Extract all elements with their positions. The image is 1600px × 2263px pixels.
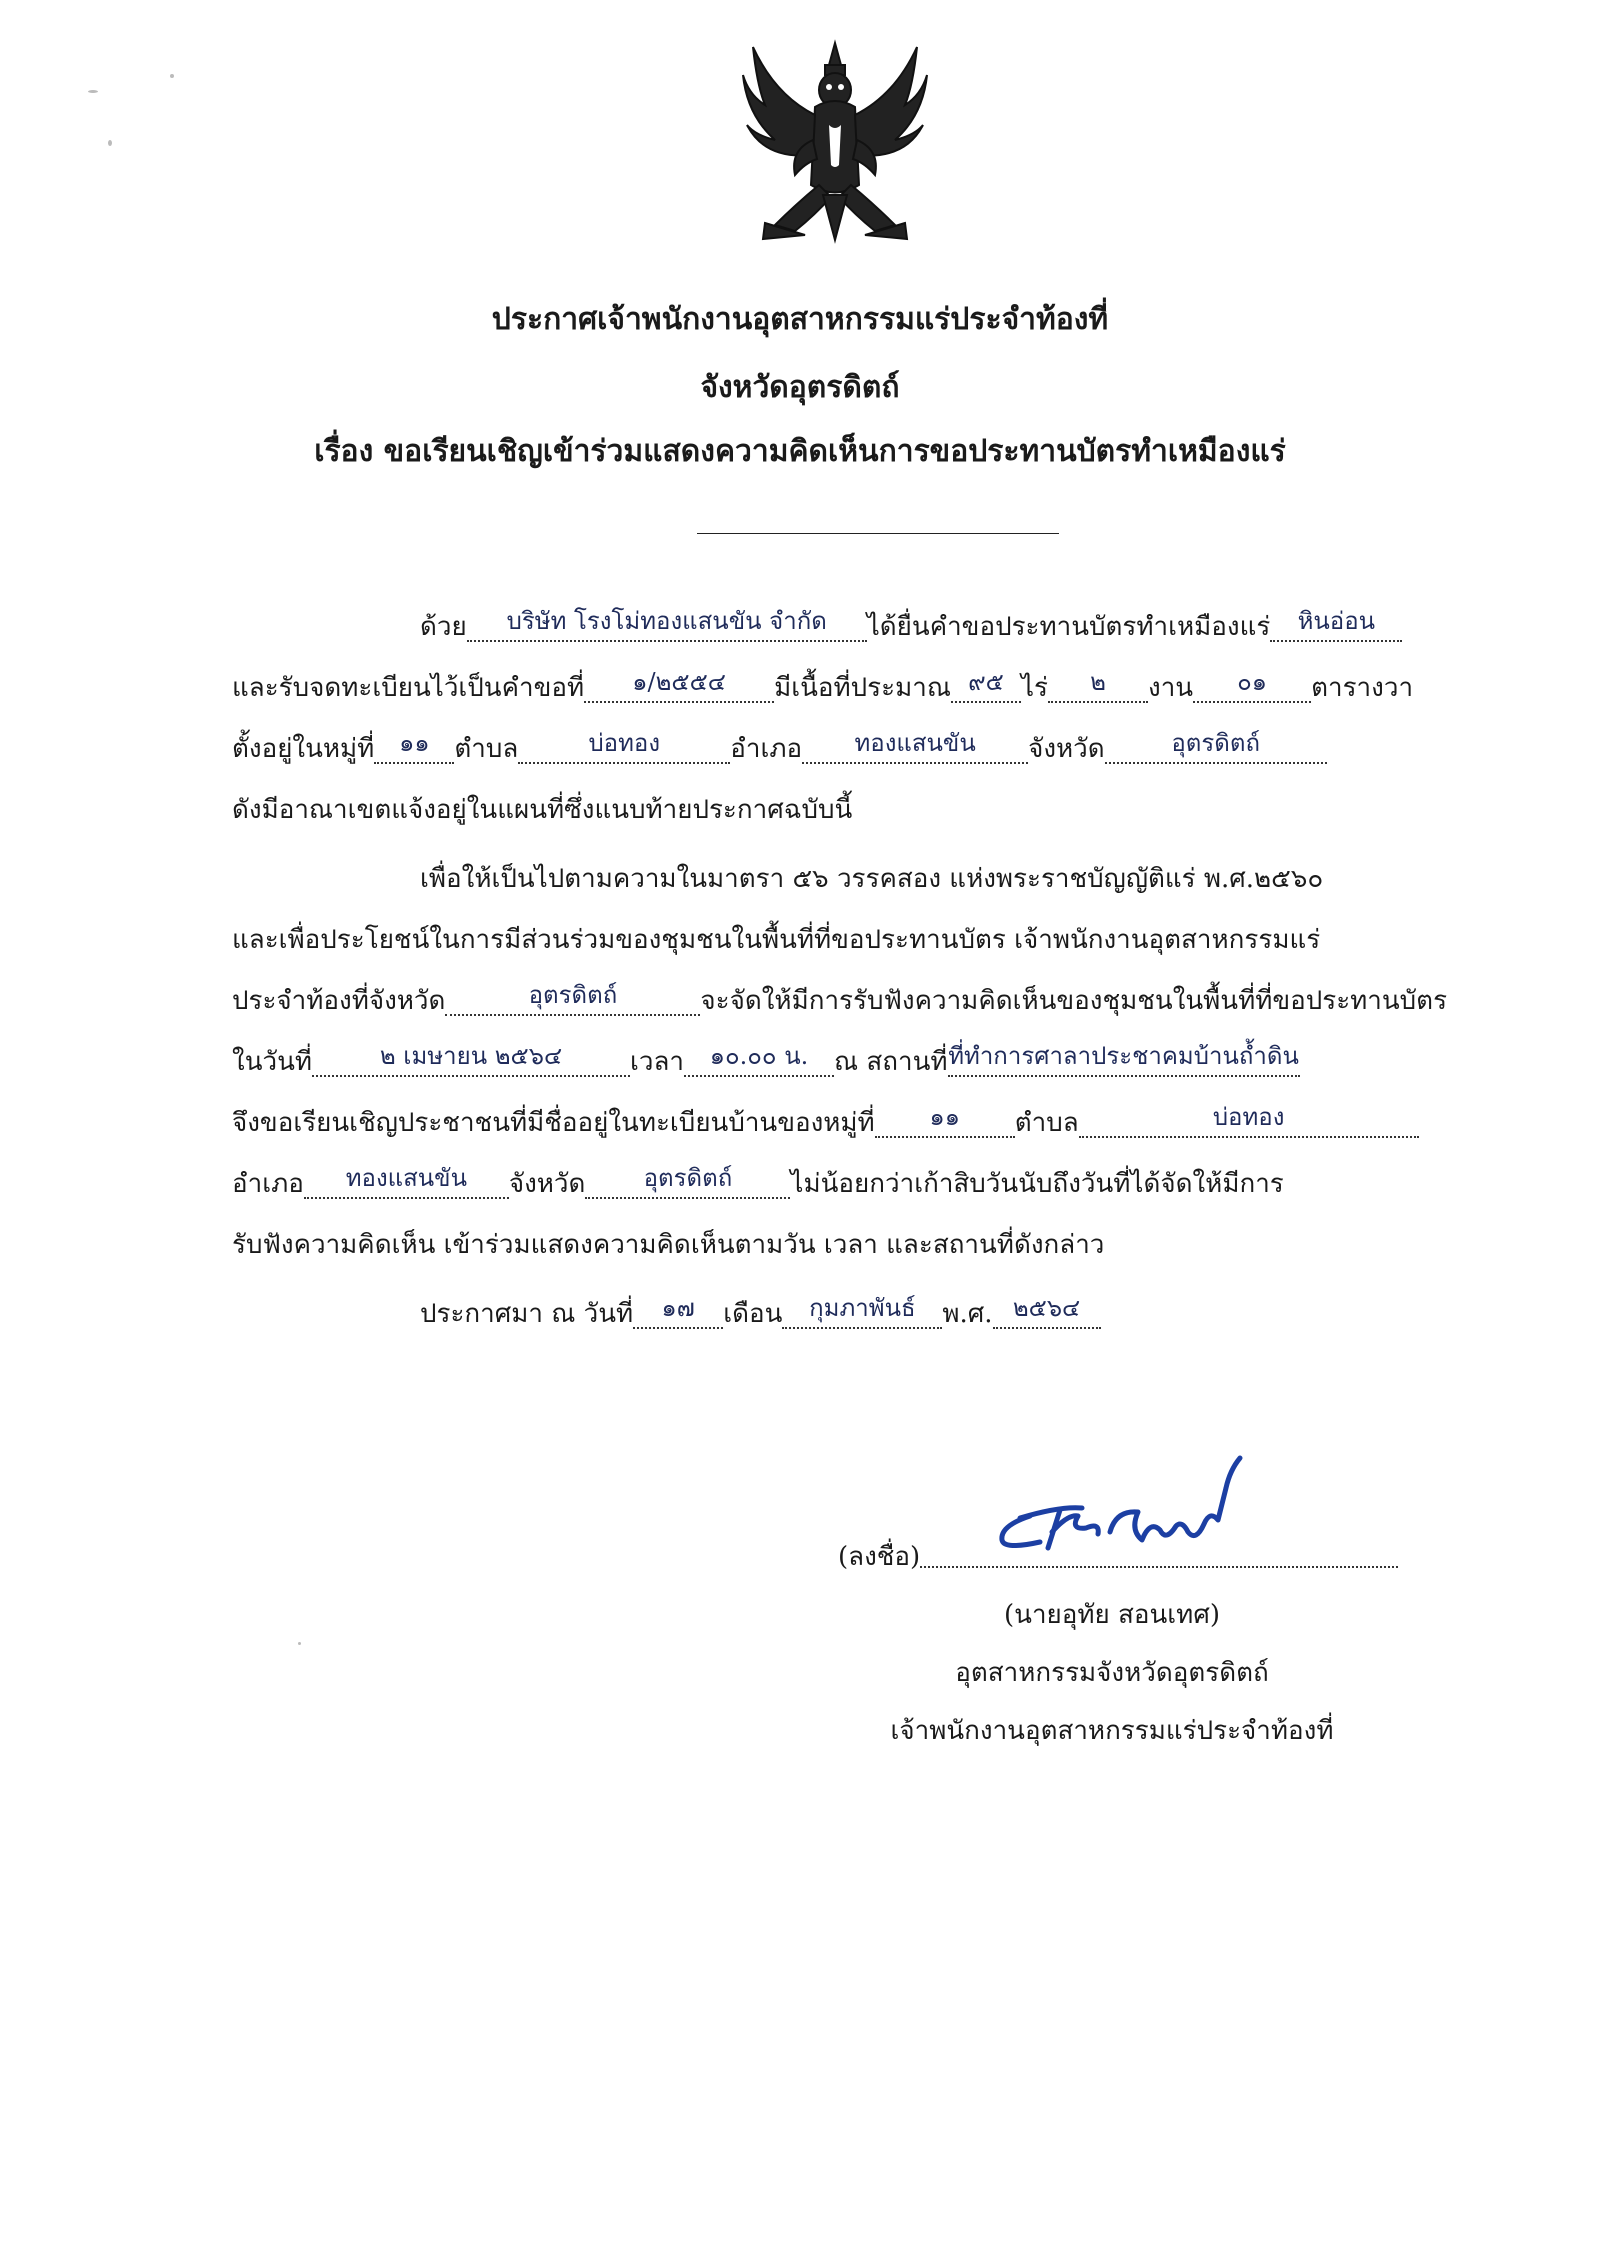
para2-line-4 (232, 1041, 1462, 1082)
field-province: อุตรดิตถ์ (445, 988, 700, 1016)
label-province: ประจำท้องที่จังหวัด (232, 986, 446, 1016)
para1-line-1 (420, 606, 1462, 647)
field-hearing-time: ๑๐.๐๐ น. (684, 1049, 834, 1077)
label-ninety-days: ไม่น้อยกว่าเก้าสิบวันนับถึงวันที่ได้จัดให้มีการ (790, 1169, 1284, 1199)
signer-name: (นายอุทัย สอนเทศ) (1004, 1600, 1220, 1630)
field-month: กุมภาพันธ์ (782, 1301, 942, 1329)
title-divider (697, 533, 1059, 534)
scan-speck (88, 90, 98, 93)
signer-position-1: อุตสาหกรรมจังหวัดอุตรดิตถ์ (955, 1658, 1269, 1688)
label-changwat: จังหวัด (1028, 734, 1105, 764)
field-moo: ๑๑ (374, 736, 454, 764)
field-hearing-date: ๒ เมษายน ๒๕๖๔ (312, 1049, 630, 1077)
label-month: เดือน (723, 1299, 783, 1329)
field-tambon-2: บ่อทอง (1079, 1110, 1419, 1138)
field-changwat: อุตรดิตถ์ (1105, 736, 1327, 764)
para2-line-7: รับฟังความคิดเห็น เข้าร่วมแสดงความคิดเห็นตามวัน เวลา และสถานที่ดังกล่าว (232, 1230, 1105, 1260)
para1-line-3 (232, 728, 1462, 769)
label-wa: ตารางวา (1311, 673, 1414, 703)
subject-line: เรื่อง ขอเรียนเชิญเข้าร่วมแสดงความคิดเห็นการขอประทานบัตรทำเหมืองแร่ (314, 434, 1286, 469)
para2-line-2: และเพื่อประโยชน์ในการมีส่วนร่วมของชุมชนในพื้นที่ที่ขอประทานบัตร เจ้าพนักงานอุตสาหกรรมแร่ (232, 925, 1321, 955)
signature-dotted-line (920, 1566, 1398, 1568)
para2-line-5 (232, 1102, 1462, 1143)
label-area: มีเนื้อที่ประมาณ (774, 673, 951, 703)
handwritten-signature (990, 1450, 1250, 1560)
para2-line-3 (232, 980, 1462, 1021)
field-changwat-2: อุตรดิตถ์ (585, 1171, 790, 1199)
label-rai: ไร่ (1020, 673, 1049, 703)
field-mineral: หินอ่อน (1270, 614, 1402, 642)
field-ngan: ๒ (1048, 675, 1148, 703)
field-amphoe-2: ทองแสนขัน (304, 1171, 509, 1199)
field-company: บริษัท โรงโม่ทองแสนขัน จำกัด (467, 614, 867, 642)
field-rai: ๙๕ (951, 675, 1021, 703)
label-date: ในวันที่ (232, 1047, 312, 1077)
label-moo: ตั้งอยู่ในหมู่ที่ (232, 734, 375, 764)
field-request-no: ๑/๒๕๕๔ (584, 675, 774, 703)
field-year: ๒๕๖๔ (993, 1301, 1101, 1329)
announce-date-line (420, 1293, 1462, 1334)
label-duay: ด้วย (420, 612, 467, 642)
para2-line-6 (232, 1163, 1462, 1204)
field-tambon: บ่อทอง (518, 736, 730, 764)
para1-line-4: ดังมีอาณาเขตแจ้งอยู่ในแผนที่ซึ่งแนบท้ายประกาศฉบับนี้ (232, 795, 853, 825)
scan-speck (298, 1642, 301, 1645)
sign-label: (ลงชื่อ) (838, 1542, 921, 1572)
label-amphoe-2: อำเภอ (232, 1169, 304, 1199)
signer-position-2: เจ้าพนักงานอุตสาหกรรมแร่ประจำท้องที่ (890, 1716, 1334, 1746)
garuda-emblem-icon (735, 35, 935, 255)
scan-speck (170, 74, 174, 78)
title-line-2: จังหวัดอุตรดิตถ์ (700, 370, 900, 405)
field-hearing-place: ที่ทำการศาลาประชาคมบ้านถ้ำดิน (948, 1049, 1300, 1077)
title-line-1: ประกาศเจ้าพนักงานอุตสาหกรรมแร่ประจำท้องที่ (491, 302, 1109, 337)
field-day: ๑๗ (633, 1301, 723, 1329)
label-tambon: ตำบล (454, 734, 519, 764)
scan-speck (108, 140, 112, 146)
label-time: เวลา (629, 1047, 685, 1077)
label-year: พ.ศ. (942, 1299, 993, 1329)
field-wa: ๐๑ (1193, 675, 1311, 703)
label-changwat-2: จังหวัด (508, 1169, 586, 1199)
field-amphoe: ทองแสนขัน (802, 736, 1028, 764)
label-amphoe: อำเภอ (730, 734, 803, 764)
label-announce: ประกาศมา ณ วันที่ (420, 1299, 634, 1329)
field-moo-2: ๑๑ (875, 1110, 1015, 1138)
label-hearing: จะจัดให้มีการรับฟังความคิดเห็นของชุมชนในพื้นที่ที่ขอประทานบัตร (700, 986, 1448, 1016)
label-invite: จึงขอเรียนเชิญประชาชนที่มีชื่ออยู่ในทะเบียนบ้านของหมู่ที่ (232, 1108, 875, 1138)
para2-line-1: เพื่อให้เป็นไปตามความในมาตรา ๕๖ วรรคสอง แห่งพระราชบัญญัติแร่ พ.ศ.๒๕๖๐ (420, 864, 1324, 894)
label-place: ณ สถานที่ (834, 1047, 948, 1077)
label-ngan: งาน (1148, 673, 1194, 703)
label-tambon-2: ตำบล (1014, 1108, 1079, 1138)
para1-line-2 (232, 667, 1462, 708)
label-request: ได้ยื่นคำขอประทานบัตรทำเหมืองแร่ (866, 612, 1271, 642)
label-request-no: และรับจดทะเบียนไว้เป็นคำขอที่ (232, 673, 585, 703)
